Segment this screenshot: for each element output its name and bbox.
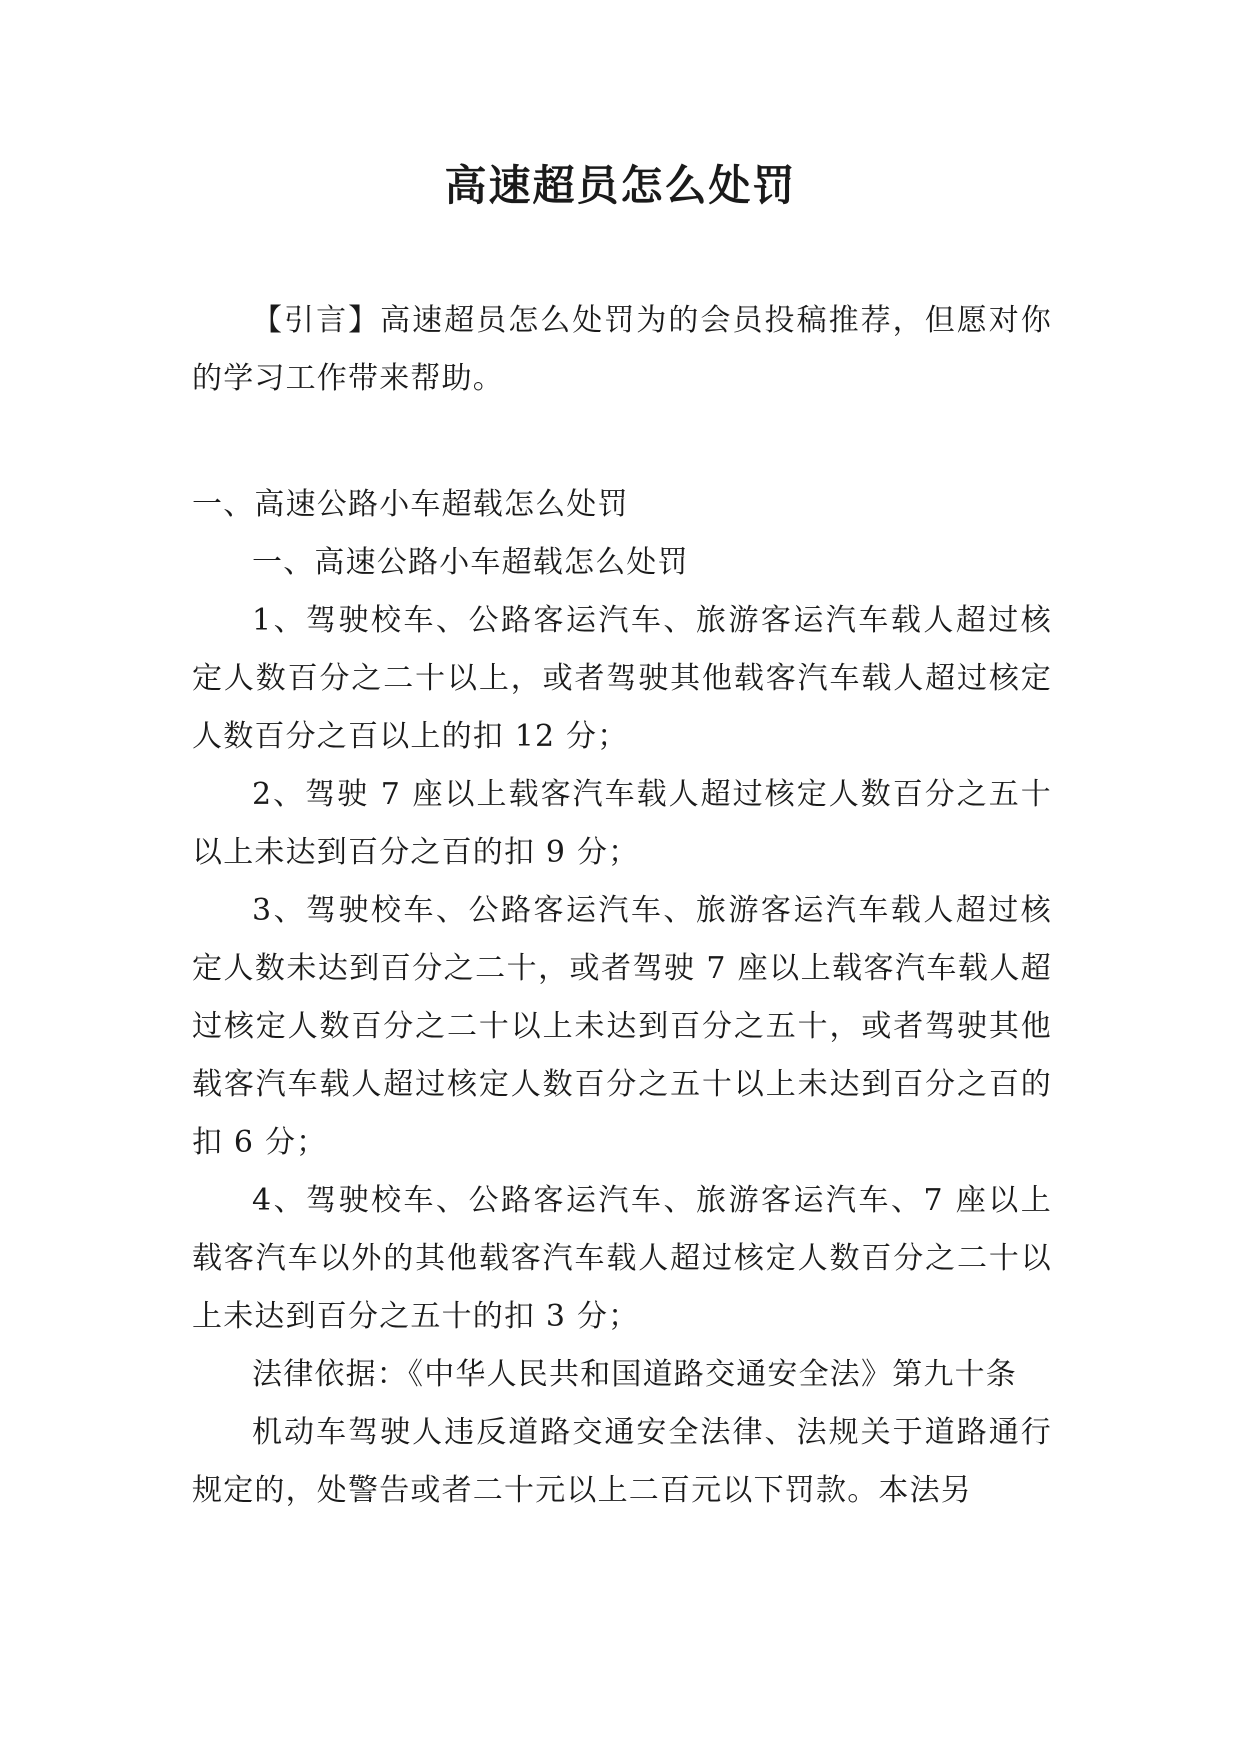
- paragraph-item-4: 4、驾驶校车、公路客运汽车、旅游客运汽车、7 座以上载客汽车以外的其他载客汽车载人超过核定人数百分之二十以上未达到百分之五十的扣 3 分；: [192, 1183, 1052, 1334]
- intro-paragraph: 【引言】高速超员怎么处罚为的会员投稿推荐，但愿对你的学习工作带来帮助。: [192, 303, 1052, 396]
- paragraph-item-2: 2、驾驶 7 座以上载客汽车载人超过核定人数百分之五十以上未达到百分之百的扣 9 分；: [192, 777, 1052, 870]
- document-body: [192, 292, 1052, 1520]
- paragraph-legal-basis: 法律依据：《中华人民共和国道路交通安全法》第九十条: [252, 1357, 1017, 1392]
- section-heading: 一、高速公路小车超载怎么处罚: [192, 487, 629, 522]
- document-title: 高速超员怎么处罚: [444, 161, 797, 210]
- paragraph-subheading: 一、高速公路小车超载怎么处罚: [252, 545, 689, 580]
- paragraph-law-text: 机动车驾驶人违反道路交通安全法律、法规关于道路通行规定的，处警告或者二十元以上二百元以下罚款。本法另: [192, 1415, 1052, 1508]
- paragraph-item-1: 1、驾驶校车、公路客运汽车、旅游客运汽车载人超过核定人数百分之二十以上，或者驾驶其他载客汽车载人超过核定人数百分之百以上的扣 12 分；: [192, 603, 1052, 754]
- paragraph-item-3: 3、驾驶校车、公路客运汽车、旅游客运汽车载人超过核定人数未达到百分之二十，或者驾驶 7 座以上载客汽车载人超过核定人数百分之二十以上未达到百分之五十，或者驾驶其他载客汽车载人超过核定人数百分之五十以上未达到百分之百的扣 6 分；: [192, 893, 1052, 1160]
